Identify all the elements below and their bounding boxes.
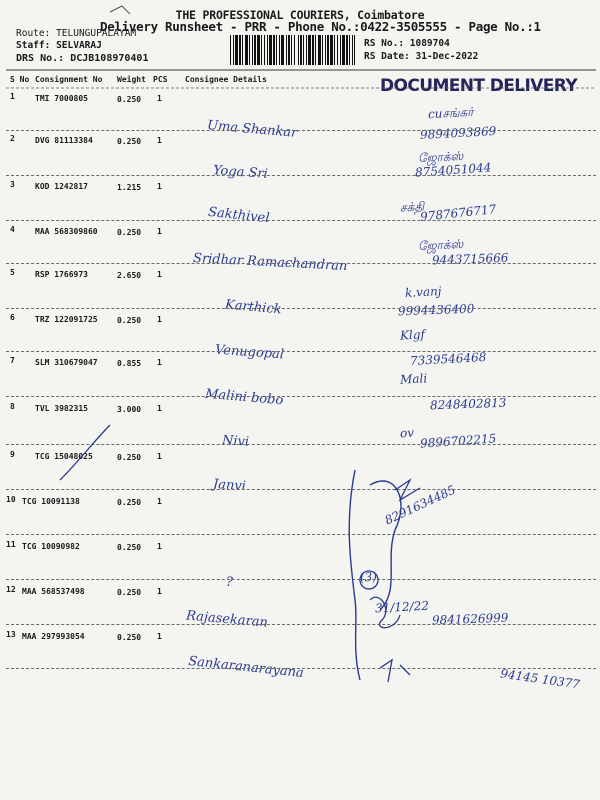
row-receipt-mark: Klgf xyxy=(399,327,426,343)
row-receipt-mark: ஜோக்ஸ் xyxy=(417,148,464,166)
row-weight: 0.250 xyxy=(117,228,142,237)
row-receiver-phone: 8754051044 xyxy=(414,160,492,180)
row-consignment: MAA 568309860 xyxy=(35,227,98,236)
row-pcs: 1 xyxy=(157,404,162,413)
row-sno: 8 xyxy=(10,402,15,411)
row-receipt-mark: சக்தி xyxy=(399,199,425,215)
row-receiver-phone: 9896702215 xyxy=(419,431,497,451)
row-receipt-mark: ov xyxy=(399,425,415,441)
route-value: TELUNGUPALAYAM xyxy=(56,28,137,39)
row-receipt-mark: ஜோக்ஸ் xyxy=(417,236,464,254)
row-weight: 0.250 xyxy=(117,453,142,462)
sig-scribble-9 xyxy=(395,480,420,500)
row-receiver-phone: 94145 10377 xyxy=(499,666,581,692)
row-weight: 0.855 xyxy=(117,359,142,368)
row-pcs: 1 xyxy=(157,94,162,103)
company-name: THE PROFESSIONAL COURIERS, Coimbatore xyxy=(175,8,425,22)
row-consignment: KOD 1242817 xyxy=(35,182,88,191)
runsheet-title: Delivery Runsheet - PRR - Phone No.:0422-3505555 - Page No.:1 xyxy=(100,19,541,34)
row-consignment: DVG 81113384 xyxy=(35,136,93,145)
row-consignment: TCG 10090982 xyxy=(22,542,80,551)
bracket-stroke xyxy=(349,470,360,680)
row-pcs: 1 xyxy=(157,358,162,367)
row-pcs: 1 xyxy=(157,136,162,145)
row-pcs: 1 xyxy=(157,270,162,279)
rs-date: RS Date: 31-Dec-2022 xyxy=(364,51,479,62)
col-weight: Weight xyxy=(117,75,146,84)
rs-number: RS No.: 1089704 xyxy=(364,38,450,49)
row-sno: 4 xyxy=(10,225,15,234)
row-consignment: TCG 10091138 xyxy=(22,497,80,506)
row-receiver-phone: 9894093869 xyxy=(419,124,497,142)
row-consignment: TRZ 122091725 xyxy=(35,315,98,324)
row-receipt-mark: cuசங்கர் xyxy=(427,104,474,122)
row-consignee-signature: Venugopal xyxy=(214,342,285,363)
row-consignment: SLM 310679047 xyxy=(35,358,98,367)
row-consignment: TMI 7000805 xyxy=(35,94,88,103)
row-sno: 2 xyxy=(10,134,15,143)
row-receiver-phone: 9994436400 xyxy=(397,301,475,319)
col-consignment: Consignment No xyxy=(35,75,103,84)
row-weight: 0.250 xyxy=(117,498,142,507)
row-consignee-signature: Nivi xyxy=(221,433,250,450)
row-consignee-signature: ? xyxy=(226,575,233,590)
row-sno: 6 xyxy=(10,313,15,322)
row-receiver-phone: 9787676717 xyxy=(419,202,497,224)
row-consignee-signature: Sakthivel xyxy=(207,204,271,227)
row-sno: 9 xyxy=(10,450,15,459)
row-consignee-signature: Sridhar Ramachandran xyxy=(192,250,348,275)
row-consignee-signature: Sankaranarayana xyxy=(187,653,305,682)
row-pcs: 1 xyxy=(157,182,162,191)
drs-value: DCJB108970401 xyxy=(70,53,149,64)
row-consignment: RSP 1766973 xyxy=(35,270,88,279)
row-weight: 0.250 xyxy=(117,588,142,597)
row-receipt-mark: Mali xyxy=(399,371,428,387)
row-consignee-signature: Karthick xyxy=(224,297,283,318)
staff-label: Staff: xyxy=(16,40,51,51)
row-consignee-signature: Malini bobo xyxy=(204,386,284,409)
row-receiver-phone: 9443715666 xyxy=(431,250,509,268)
top-tick xyxy=(110,6,130,14)
row-sno: 10 xyxy=(6,495,16,504)
row-pcs: 1 xyxy=(157,452,162,461)
row-sno: 11 xyxy=(6,540,16,549)
row-receipt-mark: k.vanj xyxy=(404,284,442,300)
row-pcs: 1 xyxy=(157,587,162,596)
row-pcs: 1 xyxy=(157,632,162,641)
col-details: Consignee Details xyxy=(185,75,267,84)
row-receiver-phone: 7339546468 xyxy=(409,350,487,368)
row-consignment: MAA 297993054 xyxy=(22,632,85,641)
row-receiver-phone: 9841626999 xyxy=(431,610,509,628)
row-consignee-signature: Rajasekaran xyxy=(185,608,269,631)
row-receiver-phone: 8248402813 xyxy=(429,395,507,413)
row-weight: 2.650 xyxy=(117,271,142,280)
row-receipt-mark: (3) xyxy=(359,569,378,585)
big-brace xyxy=(370,481,401,610)
row-sno: 5 xyxy=(10,268,15,277)
row-pcs: 1 xyxy=(157,497,162,506)
row-weight: 0.250 xyxy=(117,316,142,325)
row-weight: 0.250 xyxy=(117,633,142,642)
circle-mark xyxy=(360,571,378,589)
row-pcs: 1 xyxy=(157,542,162,551)
row-sno: 3 xyxy=(10,180,15,189)
row-pcs: 1 xyxy=(157,315,162,324)
row-consignee-signature: Yoga Sri xyxy=(212,163,269,182)
pen-stroke xyxy=(60,425,110,480)
row-sno: 12 xyxy=(6,585,16,594)
staff-value: SELVARAJ xyxy=(56,40,102,51)
row-receiver-phone: 8291634485 xyxy=(382,482,458,528)
row-sno: 1 xyxy=(10,92,15,101)
row-weight: 1.215 xyxy=(117,183,142,192)
row-receipt-mark: 31/12/22 xyxy=(374,598,430,616)
document-delivery-stamp: DOCUMENT DELIVERY xyxy=(380,76,578,96)
row-consignee-signature: Janvi xyxy=(212,476,247,495)
drs-label: DRS No.: xyxy=(16,53,65,64)
sig-scribble-13 xyxy=(380,660,410,682)
col-pcs: PCS xyxy=(153,75,168,84)
row-sno: 7 xyxy=(10,356,15,365)
row-weight: 0.250 xyxy=(117,137,142,146)
row-sno: 13 xyxy=(6,630,16,639)
row-consignment: TVL 3982315 xyxy=(35,404,88,413)
row-weight: 0.250 xyxy=(117,543,142,552)
row-consignee-signature: Uma Shankar xyxy=(206,118,298,141)
route-label: Route: xyxy=(16,28,51,39)
row-consignment: MAA 568537498 xyxy=(22,587,85,596)
row-consignment: TCG 15048025 xyxy=(35,452,93,461)
row-weight: 3.000 xyxy=(117,405,142,414)
row-pcs: 1 xyxy=(157,227,162,236)
row-weight: 0.250 xyxy=(117,95,142,104)
col-sno: S No xyxy=(10,75,30,84)
scribble-sig xyxy=(370,597,400,627)
